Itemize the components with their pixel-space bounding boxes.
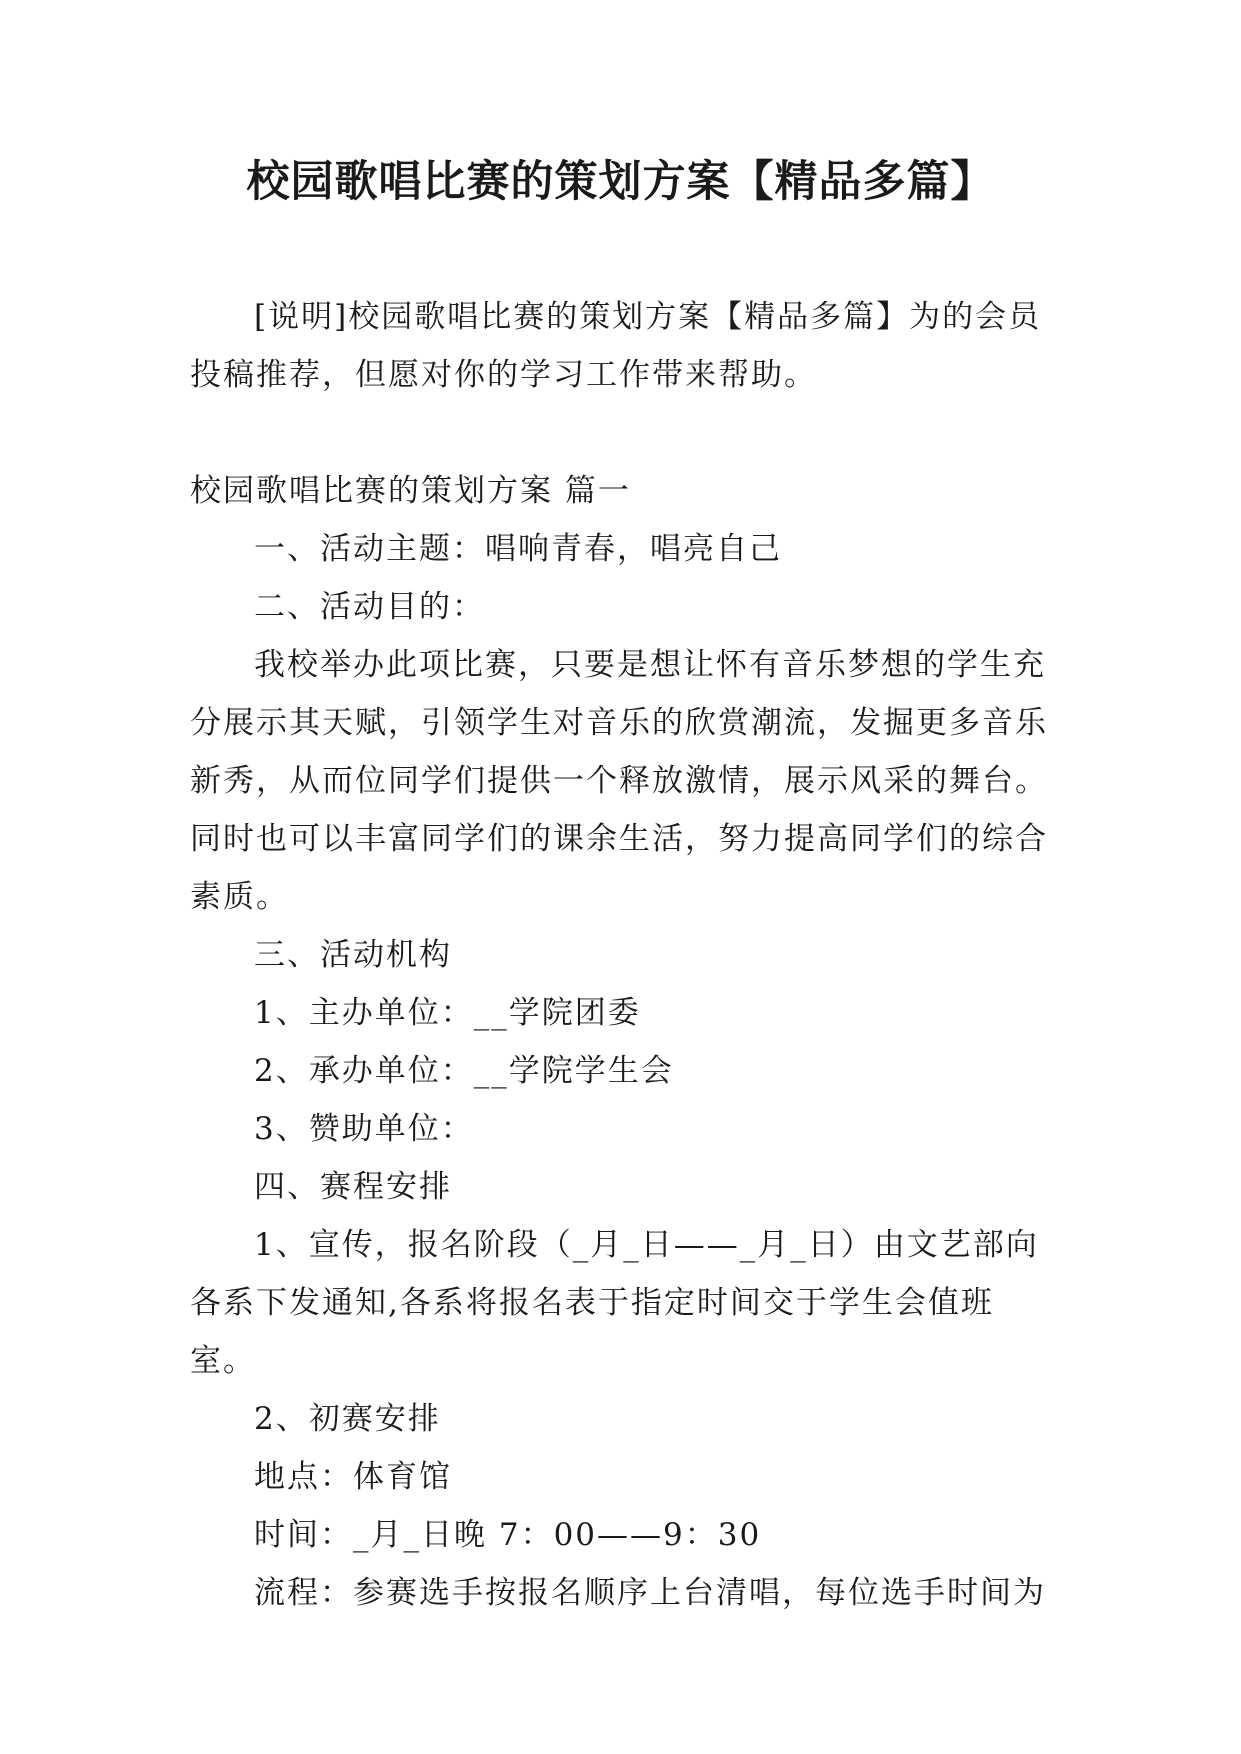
paragraph-process: 流程：参赛选手按报名顺序上台清唱，每位选手时间为 (254, 1575, 1046, 1611)
paragraph-sponsor: 3、赞助单位： (254, 1111, 474, 1147)
paragraph-purpose: 我校举办此项比赛，只要是想让怀有音乐梦想的学生充分展示其天赋，引领学生对音乐的欣赏潮流，发掘更多音乐新秀，从而位同学们提供一个释放激情，展示风采的舞台。同时也可以丰富同学们的课余生活，努力提高同学们的综合素质。 (190, 647, 1048, 915)
paragraph-theme: 一、活动主题：唱响青春，唱亮自己 (254, 531, 782, 567)
paragraph-location: 地点：体育馆 (254, 1459, 452, 1495)
paragraph-schedule-heading: 四、赛程安排 (254, 1169, 452, 1205)
paragraph-publicity: 1、宣传，报名阶段（_月_日——_月_日）由文艺部向各系下发通知,各系将报名表于指定时间交于学生会值班室。 (190, 1227, 1039, 1379)
document-body (190, 288, 1050, 1622)
intro-paragraph: [说明]校园歌唱比赛的策划方案【精品多篇】为的会员投稿推荐，但愿对你的学习工作带来帮助。 (190, 299, 1042, 393)
section-title: 校园歌唱比赛的策划方案 篇一 (190, 473, 631, 509)
paragraph-host: 2、承办单位：__学院学生会 (254, 1053, 674, 1089)
document-title: 校园歌唱比赛的策划方案【精品多篇】 (246, 157, 995, 207)
paragraph-purpose-heading: 二、活动目的： (254, 589, 485, 625)
paragraph-time: 时间：_月_日晚 7：00——9：30 (254, 1517, 762, 1553)
paragraph-organizer: 1、主办单位：__学院团委 (254, 995, 641, 1031)
paragraph-organization-heading: 三、活动机构 (254, 937, 452, 973)
spacer (190, 404, 1050, 462)
paragraph-preliminary-heading: 2、初赛安排 (254, 1401, 441, 1437)
